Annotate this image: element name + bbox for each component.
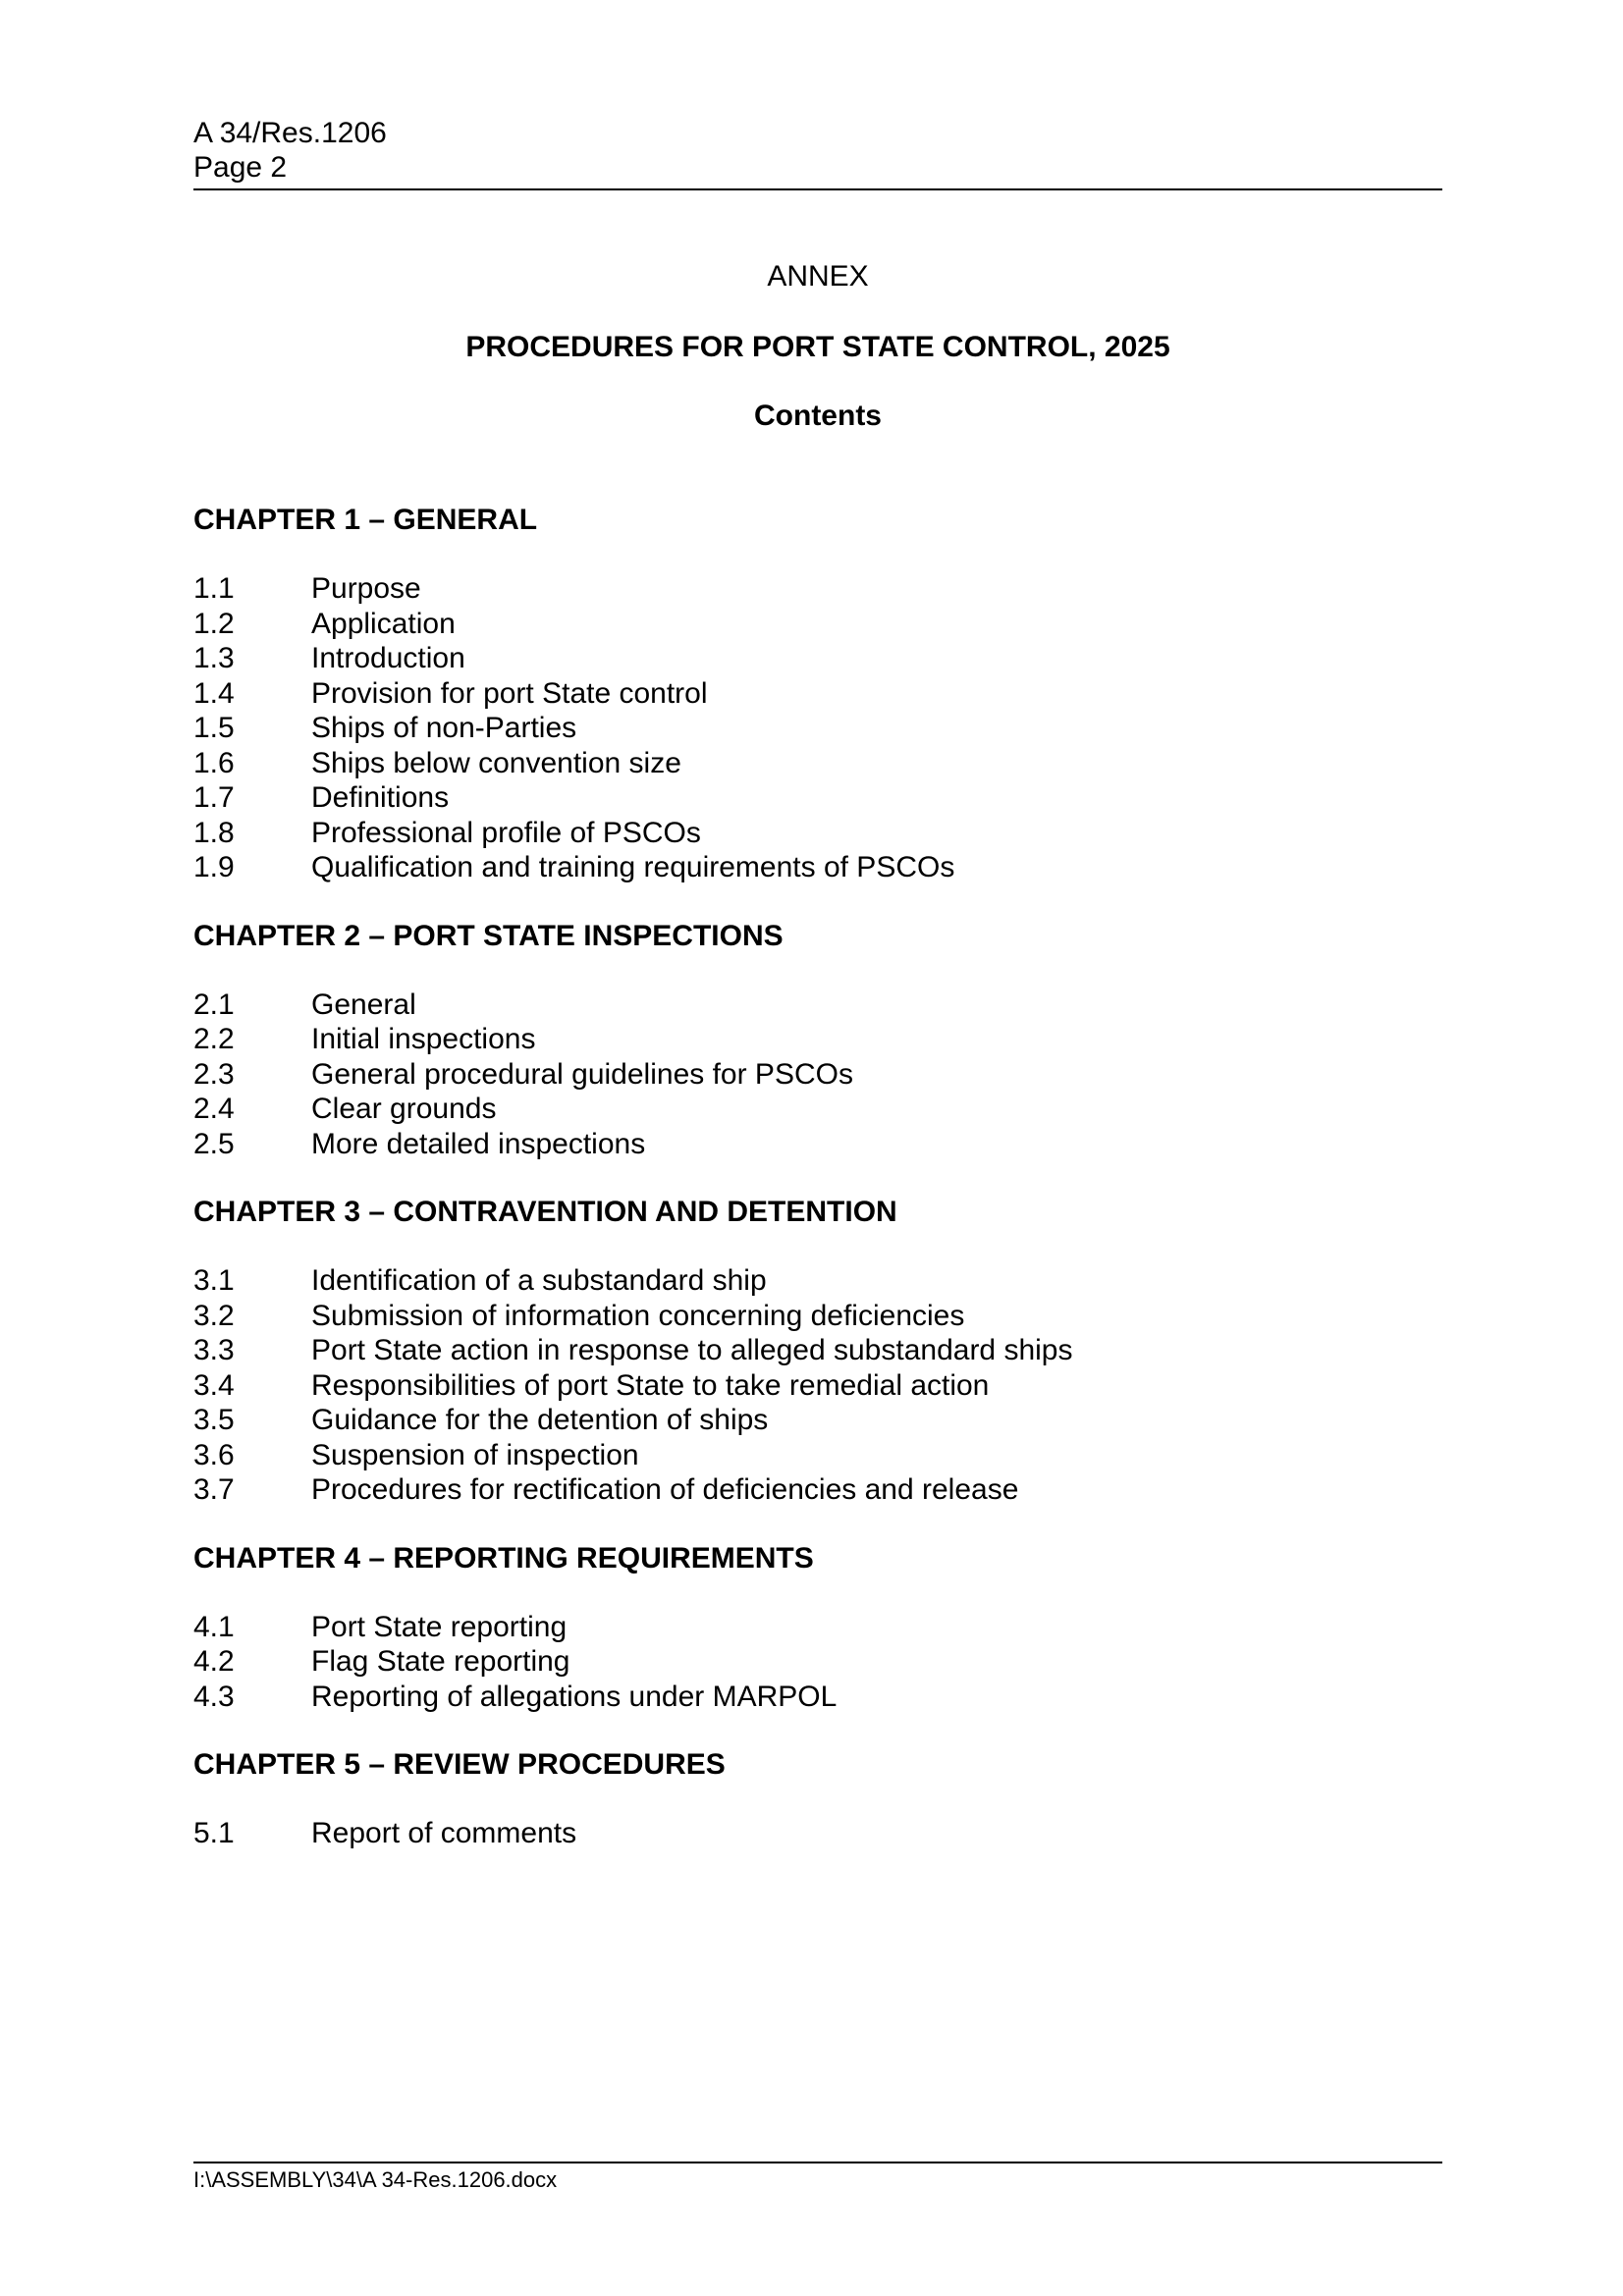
- toc-entry-number: 3.2: [193, 1299, 235, 1332]
- toc-entry-title: General procedural guidelines for PSCOs: [311, 1057, 853, 1091]
- toc-entry-number: 1.5: [193, 712, 235, 744]
- page-number: Page 2: [193, 151, 288, 184]
- toc-entry: [193, 1610, 1442, 1645]
- toc-entry: [193, 1644, 1442, 1680]
- toc-entry-title: Port State action in response to alleged substandard ships: [311, 1334, 1073, 1366]
- toc-entry: [193, 1438, 1442, 1473]
- toc-entry-number: 1.6: [193, 746, 235, 779]
- toc-entry-number: 2.1: [193, 988, 235, 1021]
- toc-entry-title: More detailed inspections: [311, 1127, 646, 1160]
- toc-entry-title: Procedures for rectification of deficiencies and release: [311, 1473, 1019, 1506]
- toc-entry: [193, 1472, 1442, 1508]
- chapter-heading: CHAPTER 2 – PORT STATE INSPECTIONS: [193, 919, 784, 952]
- toc-entry-title: Qualification and training requirements of PSCOs: [311, 851, 955, 883]
- chapter-section: [193, 1541, 1442, 1715]
- toc-entry: [193, 746, 1442, 781]
- toc-entry-title: Purpose: [311, 572, 421, 605]
- toc-entry: [193, 1333, 1442, 1368]
- toc-entry: [193, 1022, 1442, 1057]
- chapter-heading: CHAPTER 3 – CONTRAVENTION AND DETENTION: [193, 1196, 897, 1228]
- toc-entry-number: 1.7: [193, 781, 235, 814]
- toc-entry-title: Report of comments: [311, 1817, 577, 1849]
- toc-entry: [193, 988, 1442, 1023]
- chapter-section: [193, 919, 1442, 1162]
- toc-entry-number: 3.3: [193, 1334, 235, 1366]
- toc-entry-number: 3.5: [193, 1404, 235, 1436]
- toc-entry: [193, 1368, 1442, 1404]
- document-title: PROCEDURES FOR PORT STATE CONTROL, 2025: [465, 331, 1170, 363]
- toc-entry-number: 3.4: [193, 1368, 235, 1402]
- toc-entry: [193, 850, 1442, 885]
- document-reference: A 34/Res.1206: [193, 117, 387, 149]
- toc-entry-number: 1.8: [193, 816, 235, 849]
- toc-entry-title: Provision for port State control: [311, 676, 708, 710]
- footer-divider: [193, 2162, 1442, 2163]
- toc-entry-title: Definitions: [311, 781, 450, 814]
- toc-entry-number: 4.3: [193, 1680, 235, 1713]
- toc-entry-number: 4.1: [193, 1610, 235, 1643]
- toc-entry-title: Ships below convention size: [311, 746, 681, 779]
- toc-entry-number: 1.3: [193, 642, 235, 674]
- footer-file-path: I:\ASSEMBLY\34\A 34-Res.1206.docx: [193, 2167, 558, 2192]
- toc-entry-number: 5.1: [193, 1817, 235, 1849]
- toc-entry-number: 1.2: [193, 607, 235, 640]
- chapter-heading: CHAPTER 4 – REPORTING REQUIREMENTS: [193, 1541, 814, 1575]
- toc-entry-number: 2.4: [193, 1093, 235, 1125]
- toc-entry: [193, 816, 1442, 851]
- toc-entry-title: Reporting of allegations under MARPOL: [311, 1680, 838, 1713]
- chapter-section: [193, 1747, 1442, 1851]
- toc-entry: [193, 780, 1442, 816]
- toc-entry-title: Suspension of inspection: [311, 1438, 639, 1471]
- toc-entry-number: 3.6: [193, 1438, 235, 1471]
- toc-entry-number: 4.2: [193, 1645, 235, 1678]
- toc-entry-number: 2.5: [193, 1127, 235, 1160]
- toc-entry-number: 3.7: [193, 1473, 235, 1506]
- toc-entry-number: 1.9: [193, 851, 235, 883]
- toc-entry-title: Introduction: [311, 642, 465, 674]
- toc-entry: [193, 1127, 1442, 1162]
- toc-entry: [193, 1299, 1442, 1334]
- toc-entry: [193, 711, 1442, 746]
- toc-entry-title: Flag State reporting: [311, 1645, 570, 1678]
- table-of-contents: [193, 503, 1442, 1885]
- toc-entry: [193, 1057, 1442, 1093]
- page-header: [193, 116, 1442, 185]
- toc-entry-number: 3.1: [193, 1264, 235, 1297]
- toc-entry-title: General: [311, 988, 416, 1021]
- toc-entry-title: Port State reporting: [311, 1610, 568, 1643]
- toc-entry-title: Submission of information concerning deficiencies: [311, 1299, 965, 1332]
- toc-entry-title: Application: [311, 607, 456, 640]
- header-divider: [193, 188, 1442, 190]
- toc-entry-title: Professional profile of PSCOs: [311, 816, 701, 849]
- chapter-section: [193, 1195, 1442, 1508]
- toc-entry-title: Ships of non-Parties: [311, 712, 577, 744]
- toc-entry-title: Guidance for the detention of ships: [311, 1404, 769, 1436]
- toc-entry: [193, 1816, 1442, 1851]
- chapter-heading: CHAPTER 5 – REVIEW PROCEDURES: [193, 1748, 726, 1781]
- toc-entry-title: Initial inspections: [311, 1023, 536, 1055]
- toc-entry-title: Responsibilities of port State to take remedial action: [311, 1368, 990, 1402]
- toc-entry: [193, 1680, 1442, 1715]
- toc-entry-number: 1.1: [193, 572, 235, 605]
- toc-entry-number: 2.2: [193, 1023, 235, 1055]
- toc-entry: [193, 1092, 1442, 1127]
- toc-entry: [193, 607, 1442, 642]
- toc-entry: [193, 1403, 1442, 1438]
- toc-entry-number: 1.4: [193, 676, 235, 710]
- toc-entry-title: Identification of a substandard ship: [311, 1264, 767, 1297]
- toc-entry: [193, 641, 1442, 676]
- toc-entry: [193, 1263, 1442, 1299]
- chapter-heading: CHAPTER 1 – GENERAL: [193, 504, 538, 536]
- annex-label: ANNEX: [767, 260, 869, 293]
- toc-entry-title: Clear grounds: [311, 1093, 497, 1125]
- toc-entry: [193, 571, 1442, 607]
- contents-heading: Contents: [754, 400, 882, 432]
- chapter-section: [193, 503, 1442, 885]
- toc-entry-number: 2.3: [193, 1057, 235, 1091]
- toc-entry: [193, 676, 1442, 712]
